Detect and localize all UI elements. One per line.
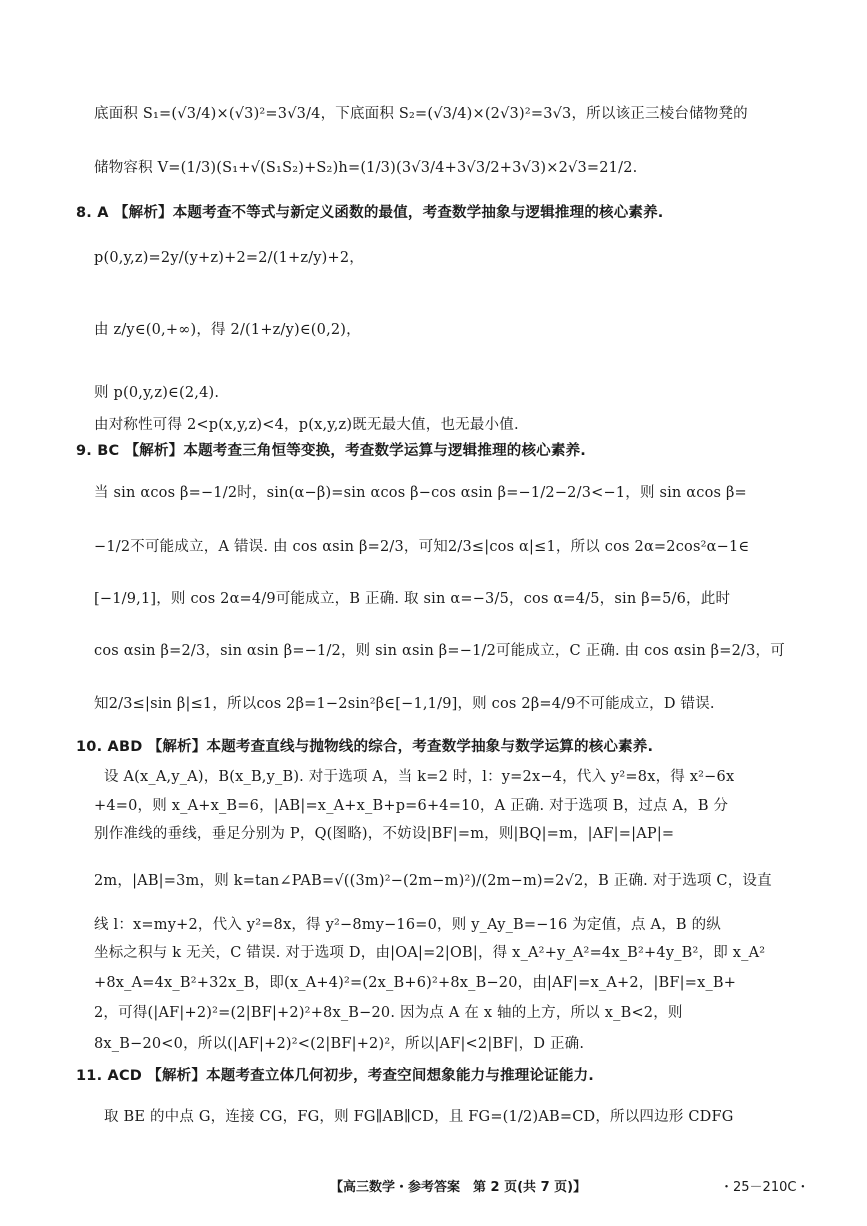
text-line: 由对称性可得 2<p(x,y,z)<4，p(x,y,z)既无最大值，也无最小值. xyxy=(94,417,519,433)
section-heading-10: 10. ABD 【解析】本题考查直线与抛物线的综合，考查数学抽象与数学运算的核心素养. xyxy=(76,739,654,755)
section-heading-8: 8. A 【解析】本题考查不等式与新定义函数的最值，考查数学抽象与逻辑推理的核心素养. xyxy=(76,205,664,221)
text-line: p(0,y,z)=2y/(y+z)+2=2/(1+z/y)+2， xyxy=(94,250,365,266)
text-line: 8x_B−20<0，所以(|AF|+2)²<(2|BF|+2)²，所以|AF|<2|BF|，D 正确. xyxy=(94,1036,585,1052)
section-heading-9: 9. BC 【解析】本题考查三角恒等变换，考查数学运算与逻辑推理的核心素养. xyxy=(76,443,586,459)
text-line: cos αsin β=2/3，sin αsin β=−1/2，则 sin αsin β=−1/2可能成立，C 正确. 由 cos αsin β=2/3，可 xyxy=(94,643,785,659)
text-line: 则 p(0,y,z)∈(2,4). xyxy=(94,385,220,401)
text-line: +8x_A=4x_B²+32x_B，即(x_A+4)²=(2x_B+6)²+8x_B−20，由|AF|=x_A+2，|BF|=x_B+ xyxy=(94,975,737,991)
text-line: 2m，|AB|=3m，则 k=tan∠PAB=√((3m)²−(2m−m)²)/(2m−m)=2√2，B 正确. 对于选项 C，设直 xyxy=(94,873,772,889)
section-heading-11: 11. ACD 【解析】本题考查立体几何初步，考查空间想象能力与推理论证能力. xyxy=(76,1068,594,1084)
text-line: 底面积 S₁=(√3/4)×(√3)²=3√3/4，下底面积 S₂=(√3/4)×(2√3)²=3√3，所以该正三棱台储物凳的 xyxy=(94,106,748,122)
footer-title: 【高三数学・参考答案 第 2 页(共 7 页)】 xyxy=(330,1180,587,1195)
text-line: 由 z/y∈(0,+∞)，得 2/(1+z/y)∈(0,2)， xyxy=(94,322,361,338)
footer-code: ・25－210C・ xyxy=(720,1180,810,1195)
text-line: 设 A(x_A,y_A)，B(x_B,y_B). 对于选项 A，当 k=2 时，l：y=2x−4，代入 y²=8x，得 x²−6x xyxy=(104,769,735,785)
text-line: [−1/9,1]，则 cos 2α=4/9可能成立，B 正确. 取 sin α=−3/5，cos α=4/5，sin β=5/6，此时 xyxy=(94,591,731,607)
page-footer xyxy=(0,1176,867,1196)
text-line: 别作准线的垂线，垂足分别为 P，Q(图略)，不妨设|BF|=m，则|BQ|=m，|AF|=|AP|= xyxy=(94,826,675,842)
text-line: 当 sin αcos β=−1/2时，sin(α−β)=sin αcos β−cos αsin β=−1/2−2/3<−1，则 sin αcos β= xyxy=(94,485,747,501)
text-line: 坐标之积与 k 无关，C 错误. 对于选项 D，由|OA|=2|OB|，得 x_A²+y_A²=4x_B²+4y_B²，即 x_A² xyxy=(94,945,766,961)
text-line: +4=0，则 x_A+x_B=6，|AB|=x_A+x_B+p=6+4=10，A 正确. 对于选项 B，过点 A，B 分 xyxy=(94,798,729,814)
text-line: 线 l：x=my+2，代入 y²=8x，得 y²−8my−16=0，则 y_Ay_B=−16 为定值，点 A，B 的纵 xyxy=(94,917,721,933)
text-line: 储物容积 V=(1/3)(S₁+√(S₁S₂)+S₂)h=(1/3)(3√3/4+3√3/2+3√3)×2√3=21/2. xyxy=(94,160,638,176)
text-line: 2，可得(|AF|+2)²=(2|BF|+2)²+8x_B−20. 因为点 A 在 x 轴的上方，所以 x_B<2，则 xyxy=(94,1005,683,1021)
text-line: 知2/3≤|sin β|≤1，所以cos 2β=1−2sin²β∈[−1,1/9]，则 cos 2β=4/9不可能成立，D 错误. xyxy=(94,696,715,712)
text-line: 取 BE 的中点 G，连接 CG，FG，则 FG∥AB∥CD，且 FG=(1/2)AB=CD，所以四边形 CDFG xyxy=(104,1109,734,1125)
text-line: −1/2不可能成立，A 错误. 由 cos αsin β=2/3，可知2/3≤|cos α|≤1，所以 cos 2α=2cos²α−1∈ xyxy=(94,539,750,555)
